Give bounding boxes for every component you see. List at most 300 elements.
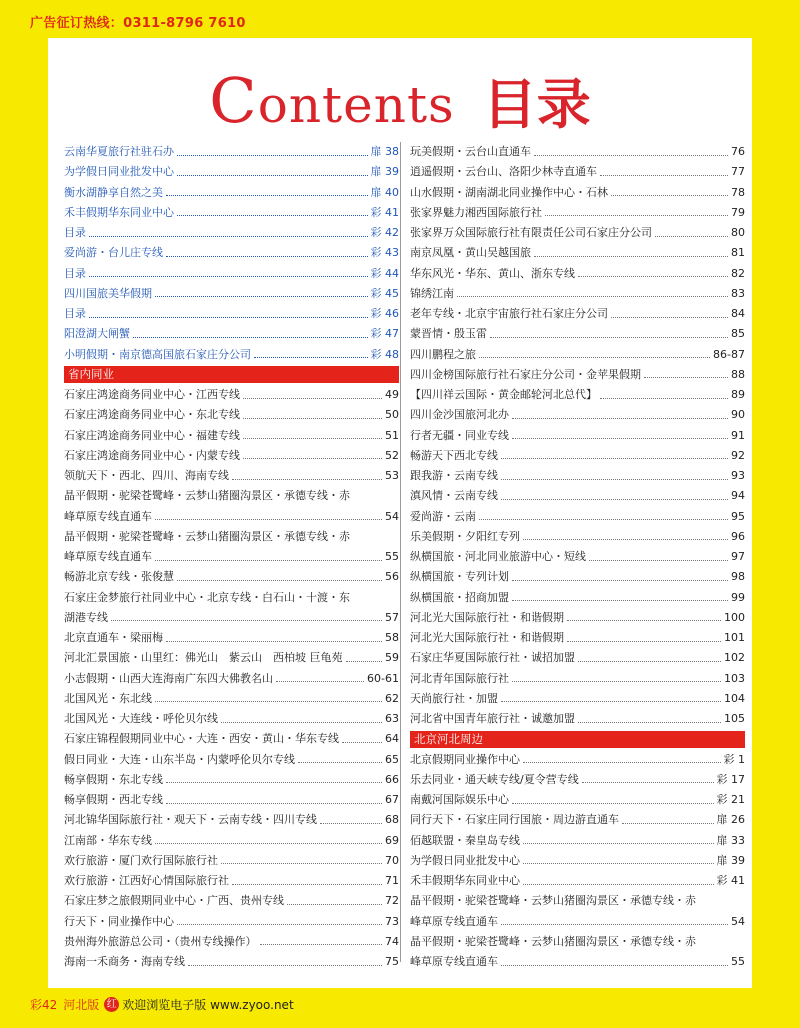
toc-entry-title: 河北省中国青年旅行社・诚邀加盟 <box>410 712 575 725</box>
dot-leader <box>298 762 382 763</box>
dot-leader <box>523 884 714 885</box>
toc-entry-page: 105 <box>724 712 745 725</box>
toc-entry-title: 爱尚游・台儿庄专线 <box>64 246 163 260</box>
toc-entry-page: 83 <box>731 286 745 300</box>
title-en-rest: ontents <box>257 76 455 134</box>
toc-entry-page: 彩 21 <box>716 793 745 806</box>
toc-entry[interactable] <box>410 709 745 729</box>
toc-entry-page: 51 <box>385 428 399 442</box>
toc-entry-page: 60-61 <box>367 671 399 685</box>
toc-entry[interactable] <box>410 912 745 932</box>
toc-entry-title: 峰草原专线直通车 <box>64 509 152 523</box>
toc-entry-title: 行天下・同业操作中心 <box>64 914 174 928</box>
toc-entry[interactable] <box>64 162 399 182</box>
toc-entry[interactable] <box>64 304 399 324</box>
toc-entry-page: 58 <box>385 631 399 644</box>
dot-leader <box>166 195 368 196</box>
toc-entry-title: 畅游北京专线・张俊慧 <box>64 570 174 584</box>
dot-leader <box>243 438 382 439</box>
toc-entry-title: 四川金沙国旅河北办 <box>410 408 509 422</box>
toc-entry[interactable] <box>64 588 399 608</box>
edition-badge-icon: 红 <box>104 997 119 1012</box>
toc-entry[interactable] <box>64 243 399 263</box>
dot-leader <box>567 641 721 642</box>
toc-entry-title: 石家庄梦之旅假期同业中心・广西、贵州专线 <box>64 894 284 908</box>
toc-entry-page: 扉 39 <box>370 165 399 179</box>
toc-entry[interactable] <box>410 891 745 911</box>
toc-entry-title: 假日同业・大连・山东半岛・内蒙呼伦贝尔专线 <box>64 752 295 766</box>
toc-entry[interactable] <box>64 567 399 587</box>
toc-entry-title: 目录 <box>64 307 86 320</box>
toc-entry-title: 峰草原专线直通车 <box>410 955 498 968</box>
page-footer <box>30 996 294 1013</box>
dot-leader <box>523 762 721 763</box>
toc-entry-page: 彩 42 <box>370 226 399 239</box>
dot-leader <box>155 296 368 297</box>
toc-entry-page: 81 <box>731 246 745 260</box>
toc-entry-title: 禾丰假期华东同业中心 <box>410 874 520 887</box>
dot-leader <box>512 438 728 439</box>
footer-page-number: 彩42 <box>30 998 58 1012</box>
toc-entry[interactable] <box>410 527 745 547</box>
dot-leader <box>600 175 728 176</box>
toc-entry-title: 峰草原专线直通车 <box>410 914 498 928</box>
toc-entry[interactable] <box>410 264 745 284</box>
toc-entry[interactable] <box>410 871 745 891</box>
toc-entry[interactable] <box>64 770 399 790</box>
dot-leader <box>177 215 368 216</box>
toc-entry[interactable] <box>64 142 399 162</box>
toc-entry-page: 72 <box>385 894 399 908</box>
toc-entry[interactable] <box>410 628 745 648</box>
toc-entry[interactable] <box>64 345 399 365</box>
toc-entry-title: 河北光大国际旅行社・和谐假期 <box>410 610 564 624</box>
toc-entry-page: 90 <box>731 408 745 422</box>
toc-entry[interactable] <box>64 527 399 547</box>
toc-entry-title: 张家界万众国际旅行社有限责任公司石家庄分公司 <box>410 226 652 239</box>
toc-entry-page: 94 <box>731 489 745 503</box>
toc-entry[interactable] <box>410 304 745 324</box>
dot-leader <box>479 519 728 520</box>
toc-entry-title: 跟我游・云南专线 <box>410 469 498 482</box>
toc-entry-page: 彩 44 <box>370 266 399 280</box>
toc-entry[interactable] <box>410 810 745 830</box>
toc-entry-title: 欢行旅游・江西好心情国际旅行社 <box>64 874 229 887</box>
dot-leader <box>166 782 382 783</box>
toc-entry-page: 67 <box>385 793 399 806</box>
dot-leader <box>177 924 382 925</box>
toc-entry-title: 天尚旅行社・加盟 <box>410 691 498 705</box>
dot-leader <box>578 722 721 723</box>
toc-entry[interactable] <box>64 608 399 628</box>
toc-entry[interactable] <box>64 264 399 284</box>
toc-entry-page: 彩 46 <box>370 307 399 320</box>
toc-entry[interactable] <box>64 831 399 851</box>
dot-leader <box>457 296 728 297</box>
toc-entry-page: 彩 1 <box>723 752 745 766</box>
dot-leader <box>133 337 368 338</box>
toc-entry-page: 50 <box>385 408 399 422</box>
toc-entry[interactable] <box>64 871 399 891</box>
dot-leader <box>501 701 721 702</box>
toc-entry-page: 98 <box>731 570 745 584</box>
toc-entry-page: 66 <box>385 772 399 786</box>
toc-left-column <box>64 142 399 972</box>
dot-leader <box>545 215 728 216</box>
toc-entry-title: 北国风光・大连线・呼伦贝尔线 <box>64 712 218 725</box>
toc-entry-title: 晶平假期・驼梁苍鹭峰・云梦山猪圈沟景区・承德专线・赤 <box>410 934 696 948</box>
toc-entry[interactable] <box>64 426 399 446</box>
dot-leader <box>479 357 710 358</box>
toc-entry[interactable] <box>64 810 399 830</box>
dot-leader <box>320 823 382 824</box>
toc-entry-page: 扉 39 <box>716 853 745 867</box>
toc-entry[interactable] <box>410 790 745 810</box>
toc-entry-title: 晶平假期・驼梁苍鹭峰・云梦山猪圈沟景区・承德专线・赤 <box>64 489 350 503</box>
dot-leader <box>578 276 728 277</box>
toc-entry-page: 85 <box>731 327 745 341</box>
dot-leader <box>567 620 721 621</box>
dot-leader <box>221 722 382 723</box>
toc-entry-page: 79 <box>731 205 745 219</box>
page-title <box>48 62 752 142</box>
toc-entry-page: 68 <box>385 813 399 827</box>
toc-entry[interactable] <box>64 790 399 810</box>
toc-entry-title: 石家庄鸿途商务同业中心・江西专线 <box>64 388 240 401</box>
toc-entry-page: 88 <box>731 367 745 381</box>
toc-entry[interactable] <box>410 345 745 365</box>
dot-leader <box>166 803 382 804</box>
toc-entry-title: 小志假期・山西大连海南广东四大佛教名山 <box>64 671 273 685</box>
toc-entry-title: 山水假期・湖南湖北同业操作中心・石林 <box>410 185 608 199</box>
toc-entry[interactable] <box>410 507 745 527</box>
toc-entry-page: 52 <box>385 448 399 462</box>
toc-entry-title: 纵横国旅・招商加盟 <box>410 590 509 604</box>
toc-entry-title: 老年专线・北京宇宙旅行社石家庄分公司 <box>410 307 608 320</box>
dot-leader <box>512 600 728 601</box>
toc-entry-title: 滇风情・云南专线 <box>410 489 498 503</box>
toc-entry-title: 畅游天下西北专线 <box>410 448 498 462</box>
toc-entry[interactable] <box>410 284 745 304</box>
toc-entry[interactable] <box>64 912 399 932</box>
toc-entry-title: 河北汇景国旅・山里红：佛光山 紫云山 西柏坡 巨龟苑 <box>64 651 343 665</box>
toc-entry[interactable] <box>64 284 399 304</box>
dot-leader <box>622 823 714 824</box>
dot-leader <box>611 317 728 318</box>
toc-entry-title: 北国风光・东北线 <box>64 691 152 705</box>
toc-entry-title: 禾丰假期华东同业中心 <box>64 205 174 219</box>
toc-entry-title: 畅享假期・西北专线 <box>64 793 163 806</box>
toc-entry-title: 河北光大国际旅行社・和谐假期 <box>410 631 564 644</box>
dot-leader <box>232 479 382 480</box>
toc-entry[interactable] <box>64 729 399 749</box>
dot-leader <box>177 580 382 581</box>
dot-leader <box>600 398 728 399</box>
dot-leader <box>578 661 721 662</box>
toc-entry[interactable] <box>64 203 399 223</box>
toc-entry[interactable] <box>410 203 745 223</box>
toc-entry-title: 乐美假期・夕阳红专列 <box>410 529 520 543</box>
toc-entry-title: 衡水湖静享自然之美 <box>64 185 163 199</box>
toc-entry-page: 彩 17 <box>716 772 745 786</box>
dot-leader <box>232 884 382 885</box>
toc-entry[interactable] <box>410 183 745 203</box>
toc-entry-title: 【四川祥云国际・黄金邮轮河北总代】 <box>410 388 597 401</box>
toc-entry-page: 76 <box>731 145 745 158</box>
toc-entry[interactable] <box>64 466 399 486</box>
toc-entry-page: 54 <box>385 509 399 523</box>
toc-entry[interactable] <box>410 770 745 790</box>
toc-entry-title: 石家庄华夏国际旅行社・诚招加盟 <box>410 651 575 665</box>
toc-entry-title: 云南华夏旅行社驻石办 <box>64 145 174 158</box>
toc-entry-title: 江南部・华东专线 <box>64 833 152 847</box>
toc-entry[interactable] <box>64 223 399 243</box>
toc-entry-page: 104 <box>724 691 745 705</box>
dot-leader <box>589 560 728 561</box>
toc-entry[interactable] <box>410 669 745 689</box>
toc-entry-page: 74 <box>385 934 399 948</box>
dot-leader <box>177 155 368 156</box>
toc-entry-page: 彩 45 <box>370 286 399 300</box>
dot-leader <box>155 519 382 520</box>
toc-entry-title: 同行天下・石家庄同行国旅・周边游直通车 <box>410 813 619 827</box>
dot-leader <box>188 965 382 966</box>
dot-leader <box>512 681 721 682</box>
toc-entry[interactable] <box>410 831 745 851</box>
toc-entry-page: 96 <box>731 529 745 543</box>
toc-entry-page: 99 <box>731 590 745 604</box>
ad-hotline: 广告征订热线：0311-8796 7610 <box>30 16 246 31</box>
toc-entry-title: 华东风光・华东、黄山、浙东专线 <box>410 266 575 280</box>
toc-entry[interactable] <box>410 162 745 182</box>
dot-leader <box>243 458 382 459</box>
toc-entry-page: 55 <box>731 955 745 968</box>
toc-entry[interactable] <box>64 507 399 527</box>
dot-leader <box>89 317 368 318</box>
toc-entry-page: 77 <box>731 165 745 179</box>
toc-entry[interactable] <box>410 385 745 405</box>
dot-leader <box>166 256 368 257</box>
dot-leader <box>89 276 368 277</box>
toc-entry-title: 乐去同业・通天峡专线/夏令营专线 <box>410 772 579 786</box>
toc-entry-page: 彩 41 <box>716 874 745 887</box>
toc-entry[interactable] <box>410 486 745 506</box>
footer-website[interactable]: 欢迎浏览电子版 www.zyoo.net <box>122 998 294 1012</box>
title-en-cap: C <box>209 64 258 137</box>
toc-entry[interactable] <box>410 142 745 162</box>
toc-entry-title: 峰草原专线直通车 <box>64 550 152 563</box>
title-english <box>209 64 455 137</box>
dot-leader <box>260 944 383 945</box>
dot-leader <box>655 236 728 237</box>
toc-entry-page: 扉 26 <box>716 813 745 827</box>
toc-entry-page: 彩 43 <box>370 246 399 260</box>
dot-leader <box>287 904 382 905</box>
toc-entry[interactable] <box>64 669 399 689</box>
toc-entry-page: 101 <box>724 631 745 644</box>
toc-entry-title: 目录 <box>64 226 86 239</box>
toc-entry-page: 70 <box>385 853 399 867</box>
toc-entry-title: 蒙晋情・殷玉雷 <box>410 327 487 341</box>
dot-leader <box>523 843 714 844</box>
column-divider <box>400 142 401 962</box>
toc-entry[interactable] <box>410 243 745 263</box>
toc-entry-title: 欢行旅游・厦门欢行国际旅行社 <box>64 853 218 867</box>
toc-entry[interactable] <box>410 851 745 871</box>
toc-entry[interactable] <box>410 547 745 567</box>
toc-entry-title: 贵州海外旅游总公司・（贵州专线操作） <box>64 934 257 948</box>
dot-leader <box>512 803 714 804</box>
toc-entry[interactable] <box>64 689 399 709</box>
toc-entry[interactable] <box>410 932 745 952</box>
toc-entry-title: 纵横国旅・专列计划 <box>410 570 509 584</box>
toc-entry-page: 100 <box>724 610 745 624</box>
toc-entry-page: 62 <box>385 691 399 705</box>
title-chinese: 目录 <box>482 73 591 136</box>
toc-entry-title: 爱尚游・云南 <box>410 509 476 523</box>
toc-entry-title: 小明假期・南京德高国旅石家庄分公司 <box>64 347 251 361</box>
toc-entry-page: 56 <box>385 570 399 584</box>
toc-entry-page: 73 <box>385 914 399 928</box>
toc-entry-title: 石家庄锦程假期同业中心・大连・西安・黄山・华东专线 <box>64 732 339 746</box>
toc-entry[interactable] <box>64 891 399 911</box>
toc-entry-title: 畅享假期・东北专线 <box>64 772 163 786</box>
toc-entry-page: 扉 33 <box>716 833 745 847</box>
toc-entry-page: 69 <box>385 833 399 847</box>
dot-leader <box>155 560 382 561</box>
toc-entry-title: 石家庄金梦旅行社同业中心・北京专线・白石山・十渡・东 <box>64 590 350 604</box>
toc-entry[interactable] <box>410 365 745 385</box>
dot-leader <box>582 782 714 783</box>
dot-leader <box>254 357 368 358</box>
toc-entry-page: 84 <box>731 307 745 320</box>
toc-entry[interactable] <box>410 466 745 486</box>
toc-entry-title: 晶平假期・驼梁苍鹭峰・云梦山猪圈沟景区・承德专线・赤 <box>64 529 350 543</box>
toc-entry-page: 80 <box>731 226 745 239</box>
toc-entry[interactable] <box>410 324 745 344</box>
dot-leader <box>346 661 383 662</box>
toc-entry-page: 彩 48 <box>370 347 399 361</box>
toc-entry-page: 92 <box>731 448 745 462</box>
toc-entry-page: 59 <box>385 651 399 665</box>
dot-leader <box>611 195 728 196</box>
toc-entry-page: 102 <box>724 651 745 665</box>
dot-leader <box>155 701 382 702</box>
dot-leader <box>342 742 382 743</box>
dot-leader <box>221 863 382 864</box>
toc-entry[interactable] <box>410 405 745 425</box>
dot-leader <box>501 965 728 966</box>
toc-entry-title: 石家庄鸿途商务同业中心・福建专线 <box>64 428 240 442</box>
toc-entry[interactable] <box>410 588 745 608</box>
dot-leader <box>177 175 368 176</box>
dot-leader <box>534 155 728 156</box>
toc-entry[interactable] <box>64 183 399 203</box>
toc-right-column <box>410 142 745 972</box>
dot-leader <box>512 418 728 419</box>
toc-entry-title: 海南一禾商务・海南专线 <box>64 955 185 968</box>
toc-entry[interactable] <box>64 547 399 567</box>
toc-entry[interactable] <box>410 648 745 668</box>
toc-entry-title: 四川金榜国际旅行社石家庄分公司・金苹果假期 <box>410 367 641 381</box>
toc-entry[interactable] <box>410 689 745 709</box>
toc-entry-page: 65 <box>385 752 399 766</box>
dot-leader <box>534 256 728 257</box>
dot-leader <box>501 458 728 459</box>
toc-entry-title: 领航天下・西北、四川、海南专线 <box>64 469 229 482</box>
dot-leader <box>276 681 364 682</box>
toc-entry-page: 63 <box>385 712 399 725</box>
toc-entry[interactable] <box>410 567 745 587</box>
toc-entry-page: 75 <box>385 955 399 968</box>
toc-entry[interactable] <box>410 608 745 628</box>
toc-entry-page: 95 <box>731 509 745 523</box>
toc-entry-page: 扉 40 <box>370 185 399 199</box>
toc-entry-title: 为学假日同业批发中心 <box>410 853 520 867</box>
toc-entry[interactable] <box>64 709 399 729</box>
toc-entry[interactable] <box>410 750 745 770</box>
toc-entry-title: 石家庄鸿途商务同业中心・内蒙专线 <box>64 448 240 462</box>
toc-entry-page: 扉 38 <box>370 145 399 158</box>
toc-entry[interactable] <box>410 952 745 972</box>
dot-leader <box>501 479 728 480</box>
toc-entry-page: 93 <box>731 469 745 482</box>
toc-entry[interactable] <box>64 628 399 648</box>
toc-entry-page: 55 <box>385 550 399 563</box>
toc-entry-title: 南戴河国际娱乐中心 <box>410 793 509 806</box>
toc-entry[interactable] <box>410 223 745 243</box>
toc-entry-title: 南京凤凰・黄山吴越国旅 <box>410 246 531 260</box>
dot-leader <box>501 924 728 925</box>
toc-entry[interactable] <box>64 932 399 952</box>
dot-leader <box>501 499 728 500</box>
toc-entry-title: 玩美假期・云台山直通车 <box>410 145 531 158</box>
toc-entry-page: 彩 41 <box>370 205 399 219</box>
toc-entry-title: 晶平假期・驼梁苍鹭峰・云梦山猪圈沟景区・承德专线・赤 <box>410 894 696 908</box>
toc-entry-title: 行者无疆・同业专线 <box>410 428 509 442</box>
toc-entry-title: 锦绣江南 <box>410 286 454 300</box>
toc-entry[interactable] <box>410 426 745 446</box>
toc-entry[interactable] <box>64 648 399 668</box>
toc-entry-page: 57 <box>385 610 399 624</box>
toc-entry[interactable] <box>64 851 399 871</box>
toc-entry[interactable] <box>64 486 399 506</box>
dot-leader <box>111 620 382 621</box>
toc-entry-page: 86-87 <box>713 347 745 361</box>
toc-entry[interactable] <box>410 446 745 466</box>
toc-entry-title: 逍遥假期・云台山、洛阳少林寺直通车 <box>410 165 597 179</box>
toc-entry[interactable] <box>64 405 399 425</box>
toc-entry[interactable] <box>64 324 399 344</box>
toc-entry-page: 彩 47 <box>370 327 399 341</box>
footer-edition: 河北版 <box>63 998 100 1012</box>
dot-leader <box>243 418 382 419</box>
toc-entry-title: 张家界魅力湘西国际旅行社 <box>410 205 542 219</box>
toc-entry-title: 佰越联盟・秦皇岛专线 <box>410 833 520 847</box>
dot-leader <box>166 641 382 642</box>
toc-entry[interactable] <box>64 750 399 770</box>
toc-entry[interactable] <box>64 446 399 466</box>
toc-entry-title: 北京假期同业操作中心 <box>410 752 520 766</box>
toc-entry-page: 78 <box>731 185 745 199</box>
toc-entry-page: 64 <box>385 732 399 746</box>
dot-leader <box>523 863 714 864</box>
toc-entry[interactable] <box>64 385 399 405</box>
toc-entry[interactable] <box>64 952 399 972</box>
toc-entry-title: 北京直通车・梁丽梅 <box>64 631 163 644</box>
contents-page <box>48 38 752 988</box>
toc-entry-page: 103 <box>724 671 745 685</box>
